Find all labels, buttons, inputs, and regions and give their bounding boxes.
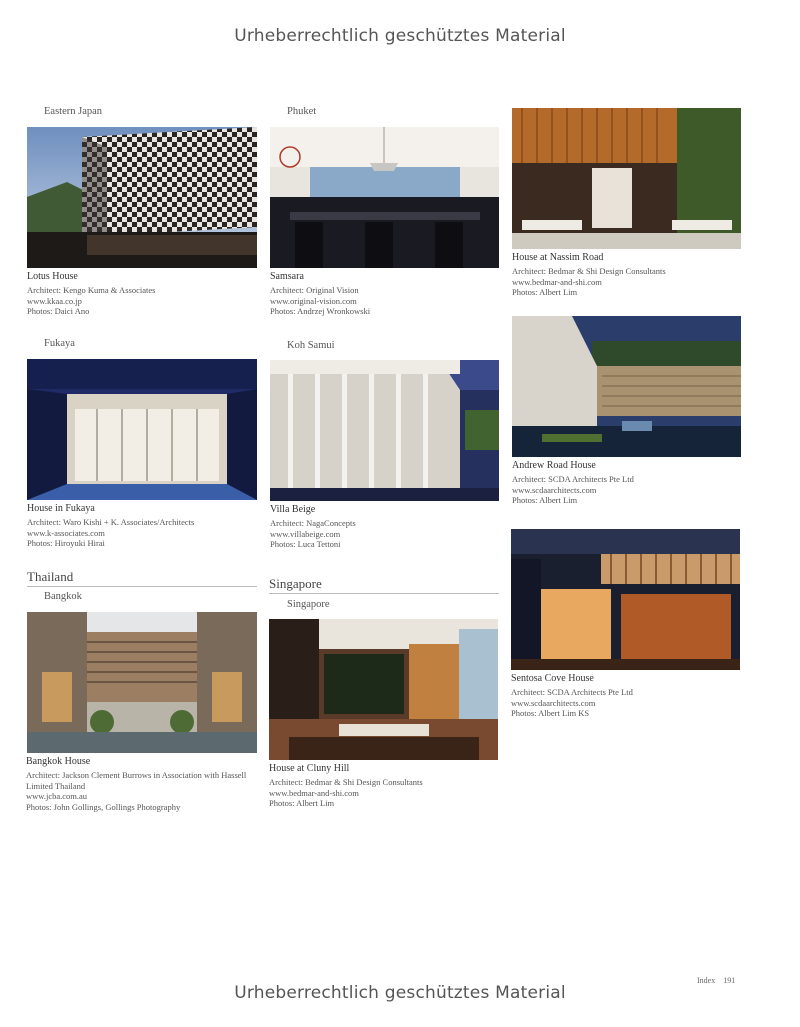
photo-andrew-road-house xyxy=(512,316,741,457)
entry-architect: Architect: Kengo Kuma & Associates xyxy=(27,284,156,295)
caption-villa-beige xyxy=(270,505,510,550)
entry-architect: Architect: Waro Kishi + K. Associates/Architects xyxy=(27,516,195,527)
entry-website: www.villabeige.com xyxy=(270,528,341,539)
entry-photo-credit: Photos: Luca Tettoni xyxy=(270,539,341,550)
entry-photo-credit: Photos: Hiroyuki Hirai xyxy=(27,538,105,549)
photo-sentosa-cove-house xyxy=(511,529,740,670)
entry-photo-credit: Photos: Albert Lim xyxy=(269,798,335,809)
entry-architect: Architect: Jackson Clement Burrows in Association with Hassell Limited Thailand xyxy=(26,769,247,791)
caption-house-at-nassim-road xyxy=(512,253,752,298)
location-label-fukaya: Fukaya xyxy=(44,338,75,349)
entry-architect: Architect: NagaConcepts xyxy=(270,517,356,528)
caption-andrew-road-house xyxy=(512,461,752,506)
entry-website: www.original-vision.com xyxy=(270,295,357,306)
caption-samsara xyxy=(270,272,510,317)
entry-website: www.k-associates.com xyxy=(27,527,105,538)
entry-photo-credit: Photos: Albert Lim xyxy=(512,495,578,506)
page-number: 191 xyxy=(723,976,736,985)
caption-lotus-house xyxy=(27,272,267,317)
entry-website: www.jcba.com.au xyxy=(26,791,88,802)
entry-architect: Architect: SCDA Architects Pte Ltd xyxy=(511,686,633,697)
photo-villa-beige xyxy=(270,360,499,501)
location-label-singapore: Singapore xyxy=(287,599,330,610)
entry-title: Lotus House xyxy=(27,271,78,282)
entry-photo-credit: Photos: John Gollings, Gollings Photography xyxy=(26,802,181,813)
entry-architect: Architect: Bedmar & Shi Design Consultants xyxy=(512,265,666,276)
entry-title: Andrew Road House xyxy=(512,460,596,471)
entry-title: Sentosa Cove House xyxy=(511,673,594,684)
location-label-koh-samui: Koh Samui xyxy=(287,340,335,351)
entry-architect: Architect: SCDA Architects Pte Ltd xyxy=(512,473,634,484)
entry-title: Samsara xyxy=(270,271,304,282)
entry-photo-credit: Photos: Albert Lim KS xyxy=(511,708,590,719)
location-label-eastern-japan: Eastern Japan xyxy=(44,106,103,117)
photo-lotus-house xyxy=(27,127,257,268)
section-heading-singapore: Singapore xyxy=(269,576,499,594)
entry-architect: Architect: Bedmar & Shi Design Consultants xyxy=(269,776,423,787)
entry-title: House in Fukaya xyxy=(27,503,95,514)
entry-title: House at Cluny Hill xyxy=(269,763,350,774)
entry-website: www.scdaarchitects.com xyxy=(511,697,596,708)
entry-website: www.bedmar-and-shi.com xyxy=(269,787,359,798)
section-heading-thailand: Thailand xyxy=(27,569,257,587)
entry-photo-credit: Photos: Andrzej Wronkowski xyxy=(270,306,371,317)
photo-house-at-nassim-road xyxy=(512,108,741,249)
entry-title: Villa Beige xyxy=(270,504,316,515)
caption-sentosa-cove-house xyxy=(511,674,751,719)
entry-photo-credit: Photos: Daici Ano xyxy=(27,306,90,317)
entry-title: House at Nassim Road xyxy=(512,252,604,263)
photo-bangkok-house xyxy=(27,612,257,753)
location-label-bangkok: Bangkok xyxy=(44,591,82,602)
caption-bangkok-house xyxy=(26,757,261,813)
caption-house-at-cluny-hill xyxy=(269,764,509,809)
entry-title: Bangkok House xyxy=(26,756,91,767)
location-label-phuket: Phuket xyxy=(287,106,317,117)
entry-website: www.kkaa.co.jp xyxy=(27,295,82,306)
photo-house-in-fukaya xyxy=(27,359,257,500)
entry-architect: Architect: Original Vision xyxy=(270,284,359,295)
watermark-bottom: Urheberrechtlich geschütztes Material xyxy=(234,983,566,1003)
entry-website: www.bedmar-and-shi.com xyxy=(512,276,602,287)
folio-label: Index xyxy=(697,976,716,985)
entry-photo-credit: Photos: Albert Lim xyxy=(512,287,578,298)
caption-house-in-fukaya xyxy=(27,504,267,549)
photo-samsara xyxy=(270,127,499,268)
watermark-top: Urheberrechtlich geschütztes Material xyxy=(234,26,566,46)
entry-website: www.scdaarchitects.com xyxy=(512,484,597,495)
photo-house-at-cluny-hill xyxy=(269,619,498,760)
